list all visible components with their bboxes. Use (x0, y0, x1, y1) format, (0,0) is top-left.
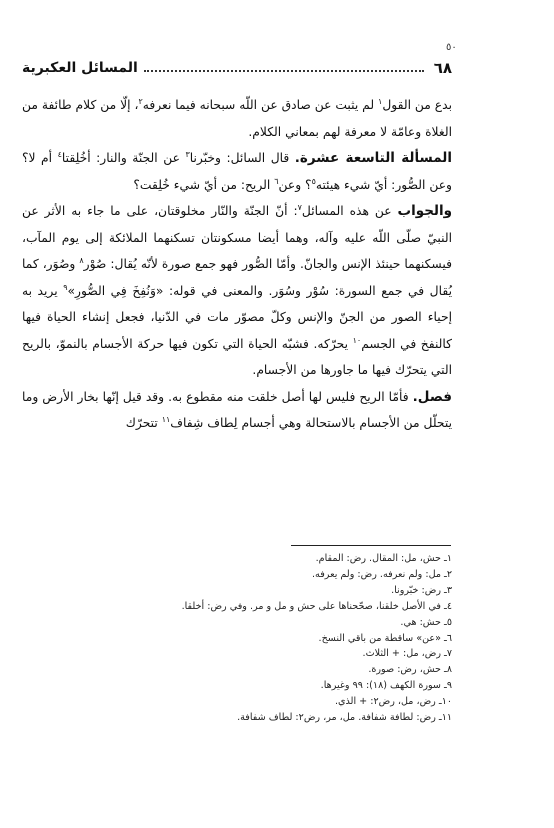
paragraph (22, 384, 452, 437)
footnote-marker: ١٠ (352, 335, 362, 345)
paragraph-heading: فصل. (412, 388, 452, 405)
text-run: يريد به إحياء الصور من الجنّ والإنس وكلّ مصوّر مات في الدّنيا، فجعل إنشاء الحياة فيها كالنفخ في الجسم (22, 283, 453, 351)
footnote: ٧ـ رض، مل: + الثلاث. (362, 648, 452, 660)
running-title: المسائل العكبرية (22, 60, 138, 76)
text-run: يحرّكه. فشبّه الحياة التي تكون فيها حركة الأجسام بالنموّ، بالريح التي يتحرّك فيها ما جاورها من الأجسام. (22, 336, 452, 377)
dotted-leader (144, 64, 424, 72)
footnote: ١ـ حش، مل: المقال. رض: المقام. (315, 553, 452, 564)
footnote: ٢ـ مل: ولم نعرفه. رض: ولم يعرفه. (312, 568, 452, 580)
footnote: ٥ـ حش: هي. (400, 616, 452, 628)
text-run: بدع من القول (382, 98, 452, 112)
text-run: لم يثبت عن صادق عن اللّه سبحانه فيما نعرفه (142, 98, 379, 112)
text-run: ، إلّا من كلام طائفة من الغلاة وعامّة لا معرفة لهم بمعاني الكلام. (22, 98, 452, 139)
paragraph-heading: والجواب (397, 203, 453, 219)
footnote-separator (291, 545, 451, 546)
text-run: فأمّا الريح فليس لها أصل خلقت منه مقطوع به. وقد قيل إنّها بخار الأرض وما يتحلّل من الأجسام بالاستحالة وهي أجسام لِطاف شِفاف (22, 389, 452, 430)
footnote-marker: ٢ (138, 96, 143, 106)
footnote-marker: ٦ (274, 176, 279, 186)
footnote: ٨ـ حش، رض: صورة. (368, 664, 452, 676)
paragraph-heading: المسألة التاسعة عشرة. (294, 150, 453, 166)
text-run: تتحرّك (125, 416, 162, 430)
footnote-marker: ١ (378, 96, 383, 106)
text-run: أم لا؟ وعن الصُّور: أيّ شيء هيئته (22, 151, 452, 192)
footnote-marker: ٥ (311, 176, 316, 186)
text-run: وصُوَر، كما يُقال في جمع السورة: سُوْر وسُوَر. والمعنى في قوله: «وَنُفِخَ فِي الصُّورِ» (22, 257, 452, 298)
text-run: : أنّ الجنّة والنّار مخلوقتان، على ما جاء به الأثر عن النبيّ صلّى اللّه عليه وآله، وهما أيضا مسكونتان تسكنهما الملائكة إلى يوم المآب، فيسكنهما حينئذ الإنس والجانّ. وأمّا الصُّور فهو جمع صورة لأنّه يُقال: صُوْر (22, 204, 452, 271)
footnote-marker: ٧ (297, 202, 302, 212)
footnote-marker: ١١ (161, 414, 171, 424)
footnote: ٤ـ في الأصل خلقنا، صحّحناها على حش و مل و مر. وفي رض: أخلقا. (181, 600, 452, 612)
paragraph (22, 198, 452, 384)
footnote: ٦ـ «عن» ساقطة من باقي النسخ. (318, 632, 452, 644)
corner-page-number: ٥٠ (446, 42, 457, 53)
text-run: عن الجنّة والنار: أخُلِقتا (61, 151, 186, 165)
page-number: ٦٨ (433, 59, 452, 77)
footnotes (150, 551, 452, 726)
text-run: قال السائل: وخبّرنا (189, 151, 295, 165)
running-header (22, 58, 452, 78)
footnote: ٩ـ سورة الكهف (١٨): ٩٩ وغيرها. (320, 680, 452, 692)
paragraph (22, 92, 452, 145)
text-run: عن هذه المسائل (301, 204, 398, 218)
footnote: ١١ـ رض: لطافة شفافة. مل، مر، رض٢: لطاف شفافة. (237, 712, 452, 724)
paragraph (22, 145, 452, 198)
footnote: ٣ـ رض: خبّرونا. (391, 584, 452, 596)
footnote: ١٠ـ رض، مل، رض٢: + الذي. (334, 696, 452, 708)
text-run: الريح: من أيّ شيء خُلِقت؟ (133, 177, 275, 192)
footnote-marker: ٨ (79, 255, 84, 265)
text-run: ؟ وعن (278, 177, 312, 192)
main-text (22, 92, 452, 437)
footnote-marker: ٣ (185, 149, 190, 159)
footnote-marker: ٩ (63, 282, 68, 292)
footnote-marker: ٤ (57, 149, 62, 159)
